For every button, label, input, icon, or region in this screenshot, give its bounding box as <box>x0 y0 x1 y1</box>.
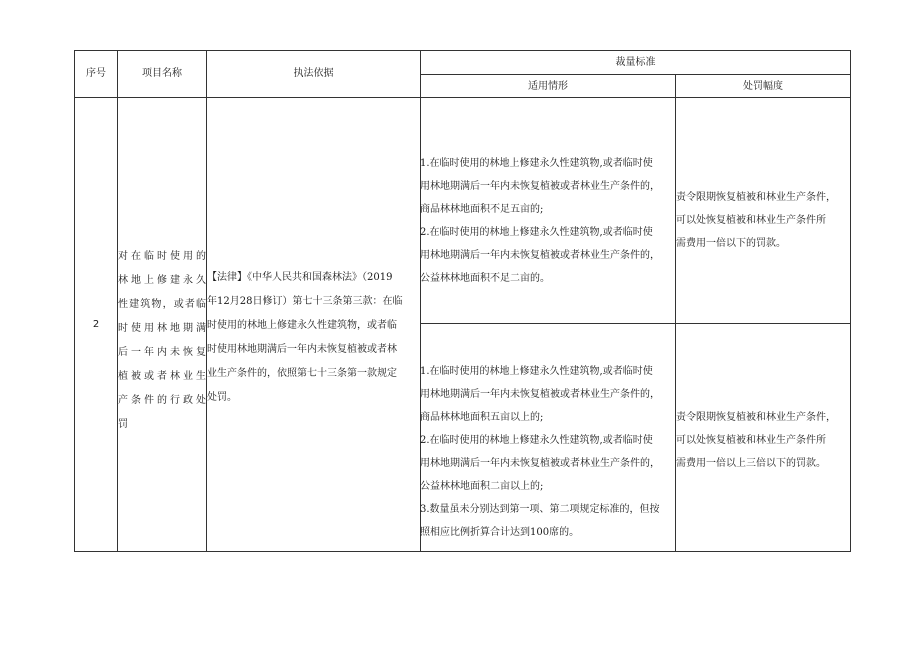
item-name-line: 时使用林地期满 <box>118 323 206 334</box>
header-divider <box>420 74 851 75</box>
header-penalty-range: 处罚幅度 <box>743 81 783 92</box>
row-seq: 2 <box>92 319 100 330</box>
penalty-line: 需费用一倍以上三倍以下的罚款。 <box>676 458 826 469</box>
header-item-name: 项目名称 <box>142 68 182 79</box>
item-name-cell <box>118 245 206 437</box>
level2-penalty-cell <box>676 406 850 475</box>
legal-basis-line: 【法律】《中华人民共和国森林法》（2019 <box>207 272 393 283</box>
legal-basis-line: 时使用林地期满后一年内未恢复植被或者林 <box>207 344 397 355</box>
table-border-top <box>74 50 851 51</box>
table-border-right <box>850 50 851 552</box>
situation-line: 商品林林地面积五亩以上的; <box>420 412 544 423</box>
col-divider-4 <box>675 74 676 552</box>
table-border-left <box>74 50 75 552</box>
item-name-line: 罚 <box>118 419 128 430</box>
level-divider <box>420 323 851 324</box>
penalty-line: 可以处恢复植被和林业生产条件所 <box>676 435 826 446</box>
penalty-line: 责令限期恢复植被和林业生产条件， <box>676 192 836 203</box>
item-name-line: 后一年内未恢复 <box>118 347 206 358</box>
header-standard: 裁量标准 <box>615 57 656 68</box>
situation-line: 3.数量虽未分别达到第一项、第二项规定标准的，但按 <box>420 504 660 515</box>
level1-penalty-cell <box>676 186 850 255</box>
header-seq: 序号 <box>86 68 106 79</box>
situation-line: 2.在临时使用的林地上修建永久性建筑物,或者临时使 <box>420 227 653 238</box>
item-name-line: 产条件的行政处 <box>118 395 206 406</box>
item-name-line: 性建筑物，或者临 <box>118 299 206 310</box>
situation-line: 用林地期满后一年内未恢复植被或者林业生产条件的， <box>420 458 660 469</box>
header-situation: 适用情形 <box>528 81 568 92</box>
legal-basis-line: 年12月28日修订）第七十三条第三款：在临 <box>207 296 403 307</box>
level1-situation-cell <box>420 152 675 290</box>
penalty-line: 需费用一倍以下的罚款。 <box>676 238 786 249</box>
situation-line: 用林地期满后一年内未恢复植被或者林业生产条件的， <box>420 389 660 400</box>
table-border-bottom <box>74 551 851 552</box>
penalty-line: 可以处恢复植被和林业生产条件所 <box>676 215 826 226</box>
legal-basis-cell <box>207 266 420 410</box>
header-bottom-line <box>74 97 851 98</box>
situation-line: 2.在临时使用的林地上修建永久性建筑物,或者临时使 <box>420 435 653 446</box>
legal-basis-line: 处罚。 <box>207 392 237 403</box>
situation-line: 公益林林地面积二亩以上的; <box>420 481 544 492</box>
legal-basis-line: 业生产条件的，依照第七十三条第一款规定 <box>207 368 397 379</box>
legal-basis-line: 时使用的林地上修建永久性建筑物，或者临 <box>207 320 397 331</box>
item-name-line: 对在临时使用的 <box>118 251 206 262</box>
situation-line: 商品林林地面积不足五亩的; <box>420 204 544 215</box>
situation-line: 照相应比例折算合计达到100席的。 <box>420 527 580 538</box>
level2-situation-cell <box>420 360 675 544</box>
situation-line: 1.在临时使用的林地上修建永久性建筑物,或者临时使 <box>420 158 653 169</box>
situation-line: 用林地期满后一年内未恢复植被或者林业生产条件的， <box>420 181 660 192</box>
situation-line: 用林地期满后一年内未恢复植被或者林业生产条件的， <box>420 250 660 261</box>
item-name-line: 植被或者林业生 <box>118 371 206 382</box>
penalty-line: 责令限期恢复植被和林业生产条件， <box>676 412 836 423</box>
situation-line: 1.在临时使用的林地上修建永久性建筑物,或者临时使 <box>420 366 653 377</box>
header-legal-basis: 执法依据 <box>293 68 334 79</box>
situation-line: 公益林林地面积不足二亩的。 <box>420 273 550 284</box>
item-name-line: 林地上修建永久 <box>118 275 206 286</box>
